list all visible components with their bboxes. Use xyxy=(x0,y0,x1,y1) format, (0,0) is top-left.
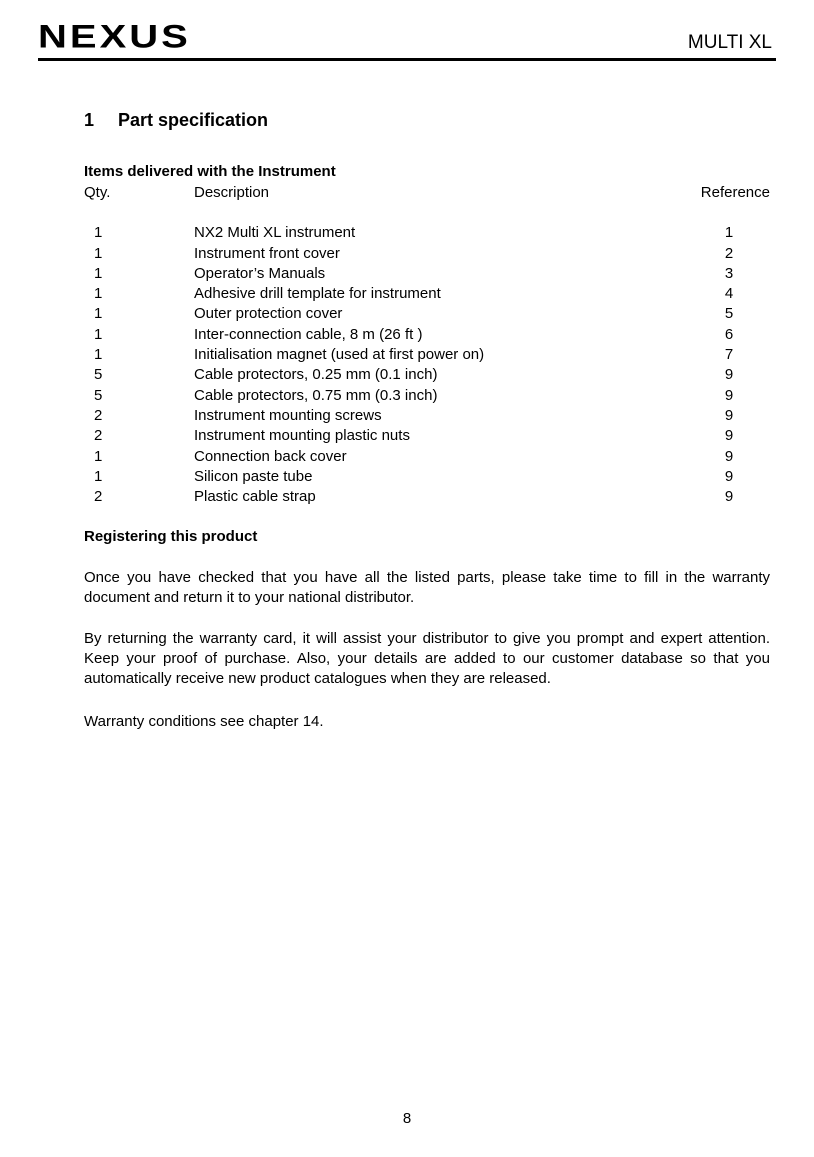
cell-reference: 2 xyxy=(724,244,734,262)
table-row xyxy=(84,284,770,304)
cell-description: Plastic cable strap xyxy=(194,488,316,506)
cell-description: Cable protectors, 0.25 mm (0.1 inch) xyxy=(194,366,438,384)
registering-heading: Registering this product xyxy=(84,528,258,546)
nexus-logo: NEXUS xyxy=(38,18,191,55)
cell-description: Instrument mounting screws xyxy=(194,406,382,424)
cell-qty: 5 xyxy=(94,386,103,404)
table-row xyxy=(84,447,770,467)
page-header xyxy=(38,18,776,62)
section-title-text: Part specification xyxy=(118,110,269,130)
column-header-description: Description xyxy=(194,184,270,201)
cell-description: Inter-connection cable, 8 m (26 ft ) xyxy=(194,325,423,343)
table-row xyxy=(84,467,770,487)
paragraph-warranty-card: By returning the warranty card, it will assist your distributor to give you prompt and expert attention. Keep your proof of purchase. Also, your details are added to our customer database so that you automatically receive new product catalogues when they are released. xyxy=(84,630,770,688)
cell-description: Instrument front cover xyxy=(194,244,340,262)
cell-qty: 2 xyxy=(94,488,103,506)
page-content xyxy=(84,110,770,732)
cell-description: Operator’s Manuals xyxy=(194,264,326,282)
cell-reference: 9 xyxy=(724,386,734,404)
table-header-row xyxy=(84,183,770,203)
cell-description: Connection back cover xyxy=(194,447,347,465)
page-number: 8 xyxy=(402,1110,412,1127)
section-number: 1 xyxy=(84,110,95,130)
table-row xyxy=(84,406,770,426)
table-row xyxy=(84,223,770,243)
cell-qty: 1 xyxy=(94,244,103,262)
cell-qty: 1 xyxy=(94,447,103,465)
cell-qty: 2 xyxy=(94,427,103,445)
cell-qty: 1 xyxy=(94,224,103,242)
table-body xyxy=(84,223,770,507)
cell-qty: 1 xyxy=(94,325,103,343)
cell-reference: 9 xyxy=(724,366,734,384)
table-row xyxy=(84,244,770,264)
cell-reference: 9 xyxy=(724,447,734,465)
section-title xyxy=(84,110,770,130)
paragraph-warranty-fill: Once you have checked that you have all the listed parts, please take time to fill in the warranty document and return it to your national distributor. xyxy=(84,569,770,607)
paragraph-warranty-conditions: Warranty conditions see chapter 14. xyxy=(84,713,324,731)
column-header-qty: Qty. xyxy=(84,184,111,201)
column-header-reference: Reference xyxy=(700,184,770,201)
cell-qty: 5 xyxy=(94,366,103,384)
table-row xyxy=(84,304,770,324)
cell-description: Silicon paste tube xyxy=(194,467,313,485)
cell-reference: 4 xyxy=(724,285,734,303)
cell-qty: 2 xyxy=(94,406,103,424)
table-row xyxy=(84,365,770,385)
cell-reference: 1 xyxy=(724,224,734,242)
table-row xyxy=(84,386,770,406)
cell-reference: 9 xyxy=(724,427,734,445)
cell-qty: 1 xyxy=(94,305,103,323)
cell-reference: 9 xyxy=(724,488,734,506)
cell-description: Outer protection cover xyxy=(194,305,343,323)
table-row xyxy=(84,325,770,345)
cell-qty: 1 xyxy=(94,264,103,282)
cell-reference: 5 xyxy=(724,305,734,323)
product-name: MULTI XL xyxy=(687,32,772,53)
page-footer xyxy=(0,1110,814,1127)
table-row xyxy=(84,487,770,507)
cell-qty: 1 xyxy=(94,285,103,303)
header-rule xyxy=(38,58,776,61)
cell-description: Adhesive drill template for instrument xyxy=(194,285,441,303)
cell-qty: 1 xyxy=(94,467,103,485)
cell-description: Cable protectors, 0.75 mm (0.3 inch) xyxy=(194,386,438,404)
cell-description: Initialisation magnet (used at first power on) xyxy=(194,346,485,364)
cell-reference: 6 xyxy=(724,325,734,343)
cell-description: NX2 Multi XL instrument xyxy=(194,224,356,242)
cell-reference: 9 xyxy=(724,467,734,485)
items-heading: Items delivered with the Instrument xyxy=(84,163,336,180)
cell-reference: 9 xyxy=(724,406,734,424)
parts-table xyxy=(84,183,770,507)
table-row xyxy=(84,426,770,446)
cell-qty: 1 xyxy=(94,346,103,364)
cell-reference: 3 xyxy=(724,264,734,282)
table-row xyxy=(84,264,770,284)
cell-description: Instrument mounting plastic nuts xyxy=(194,427,410,445)
table-row xyxy=(84,345,770,365)
cell-reference: 7 xyxy=(724,346,734,364)
